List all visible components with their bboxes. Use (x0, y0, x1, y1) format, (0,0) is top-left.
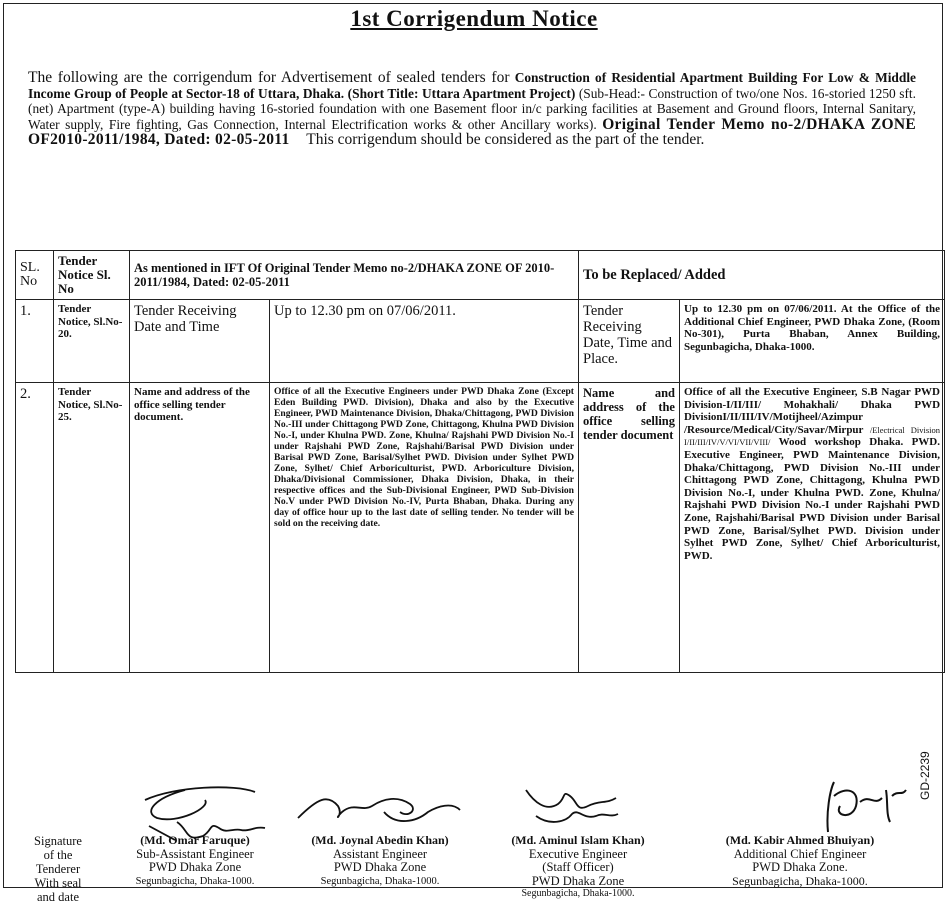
header-sl: SL. No (16, 251, 54, 300)
signatory-role: Assistant Engineer (332, 846, 428, 861)
signatory-omar (100, 834, 290, 888)
signatory-office: PWD Dhaka Zone (333, 860, 427, 874)
tenderer-line: With seal (34, 876, 82, 890)
header-notice: Tender Notice Sl. No (54, 251, 130, 300)
row1-sl: 1. (16, 300, 54, 383)
intro-text-3: This corrigendum should be considered as the part of the tender. (306, 131, 705, 149)
tenderer-line: Signature (34, 834, 82, 848)
tender-memo: Original Tender Memo no-2/DHAKA ZONE OF2010-2011/1984, Dated: 02-05-2011 (28, 115, 916, 149)
corrigendum-table (15, 250, 945, 673)
signatory-role: Additional Chief Engineer (733, 846, 867, 861)
signatory-role: Sub-Assistant Engineer (136, 846, 254, 861)
row2-new-value-c: Wood workshop Dhaka. PWD. Executive Engineer, PWD Maintenance Division, Dhaka/Chittagong, PWD Division No.-III under Chittagong PWD Zone, Chittagong, Khulna PWD Division No.-I, under Khulna PWD. Zone, Khulna/ Rajshahi PWD Division No.-I under Rajshahi PWD Zone, Rajshahi/Barisal PWD Division under Barisal PWD Zone, Barisal/Sylhet PWD. Division under Sylhet PWD Zone, Sylhet/ Chief Arboriculturist, PWD. (684, 436, 941, 562)
row1-orig-item: Tender Receiving Date and Time (130, 300, 270, 383)
signatory-joynal (285, 834, 475, 888)
intro-project-title: Construction of Residential Apartment Building For Low & Middle Income Group of People at Sector-18 of Uttara, Dhaka. (Short Title: Uttara Apartment Project) (28, 70, 916, 101)
tenderer-line: of the (43, 848, 73, 862)
signatory-name: (Md. Kabir Ahmed Bhuiyan) (725, 833, 875, 847)
row2-orig-item: Name and address of the office selling tender document. (130, 383, 270, 673)
tenderer-line: Tenderer (35, 862, 81, 876)
table-header-row (16, 251, 945, 300)
table-row (16, 383, 945, 673)
signatory-role: (Staff Officer) (542, 860, 614, 874)
row2-notice: Tender Notice, Sl.No-25. (54, 383, 130, 673)
row2-new-value-a: Office of all the Executive Engineer, S.B Nagar PWD Division-I/II/III/ Mohakhali/ Dhaka PWD DivisionI/II/III/IV/Motijheel/Azimpur /Resource/Medical/City/Savar/Mirpur (684, 386, 941, 436)
signatory-office: PWD Dhaka Zone. (752, 860, 848, 874)
signatory-name: (Md. Omar Faruque) (140, 833, 250, 847)
row2-orig-value: Office of all the Executive Engineers under PWD Dhaka Zone (Except Eden Building PWD. Division), Dhaka and also by the Executive Engineer, PWD Maintenance Division, Dhaka/Chittagong, PWD Division No.-III under Chittagong PWD Zone, Chittagong, Khulna PWD Division No.-I, under Khulna PWD. Zone, Khulna/ Rajshahi PWD Division No.-I under Rajshahi PWD Zone, Rajshahi/Barisal PWD Division under Barisal PWD Zone, Barisal/Sylhet PWD. Division under Sylhet PWD Zone, Sylhet/ Chief Arboriculturist, PWD. Arboriculture Division, Dhaka/Divisional Commissioner, Dhaka Division, Dhaka, in their respective offices and the Sub-Divisional Engineer, PWD Sub-Division No.V under PWD Division No.-IV, Purta Bhaban, Dhaka. During any day of office hour up to the last date of selling tender. No tender will be sold on the receiving date. (270, 383, 579, 673)
signatory-aminul (478, 834, 678, 899)
page-title: 1st Corrigendum Notice (350, 6, 598, 31)
row1-new-item: Tender Receiving Date, Time and Place. (579, 300, 680, 383)
signatory-name: (Md. Aminul Islam Khan) (511, 833, 645, 847)
row1-orig-value: Up to 12.30 pm on 07/06/2011. (270, 300, 579, 383)
tenderer-line: and date (37, 890, 79, 904)
header-original: As mentioned in IFT Of Original Tender Memo no-2/DHAKA ZONE OF 2010-2011/1984, Dated: 02-05-2011 (130, 251, 579, 300)
row2-new-item: Name and address of the office selling tender document (579, 383, 680, 673)
row1-new-value: Up to 12.30 pm on 07/06/2011. At the Office of the Additional Chief Engineer, PWD Dhaka Zone, (Room No-301), Purta Bhaban, Annex Building, Segunbagicha, Dhaka-1000. (680, 300, 945, 383)
row1-notice: Tender Notice, Sl.No-20. (54, 300, 130, 383)
row2-new-value (680, 383, 945, 673)
signatory-kabir (690, 834, 910, 888)
signatory-location: Segunbagicha, Dhaka-1000. (135, 875, 255, 887)
intro-text-2: (Sub-Head:- Construction of two/one Nos. 16-storied 1250 sft.(net) Apartment (type-A) building having 16-storied foundation with one Basement floor in/c parking facilities at Basement and Ground floors, Internal Sanitary, Water supply, Fire fighting, Gas Connection, Internal Electrification works & other Ancillary works). (28, 85, 916, 132)
row2-sl: 2. (16, 383, 54, 673)
intro-paragraph (28, 70, 916, 148)
signatory-office: PWD Dhaka Zone (148, 860, 242, 874)
signature-joynal-icon (288, 782, 468, 832)
signature-kabir-icon (790, 776, 930, 838)
table-row (16, 300, 945, 383)
header-replaced: To be Replaced/ Added (579, 251, 945, 300)
signatory-name: (Md. Joynal Abedin Khan) (311, 833, 449, 847)
signatory-role: Executive Engineer (528, 846, 628, 861)
row2-new-value-b: /Electrical Division I/II/III/IV/V/VI/VII/VIII/ (684, 424, 941, 448)
document-code-text: GD-2239 (918, 751, 932, 800)
tenderer-signature-label (28, 834, 88, 904)
signatory-location: Segunbagicha, Dhaka-1000. (732, 873, 868, 888)
signature-aminul-icon (506, 782, 636, 832)
signatory-office: PWD Dhaka Zone (531, 873, 625, 888)
signatory-location: Segunbagicha, Dhaka-1000. (521, 888, 635, 899)
signatory-location: Segunbagicha, Dhaka-1000. (320, 875, 440, 887)
intro-text-1: The following are the corrigendum for Advertisement of sealed tenders for (28, 69, 510, 86)
